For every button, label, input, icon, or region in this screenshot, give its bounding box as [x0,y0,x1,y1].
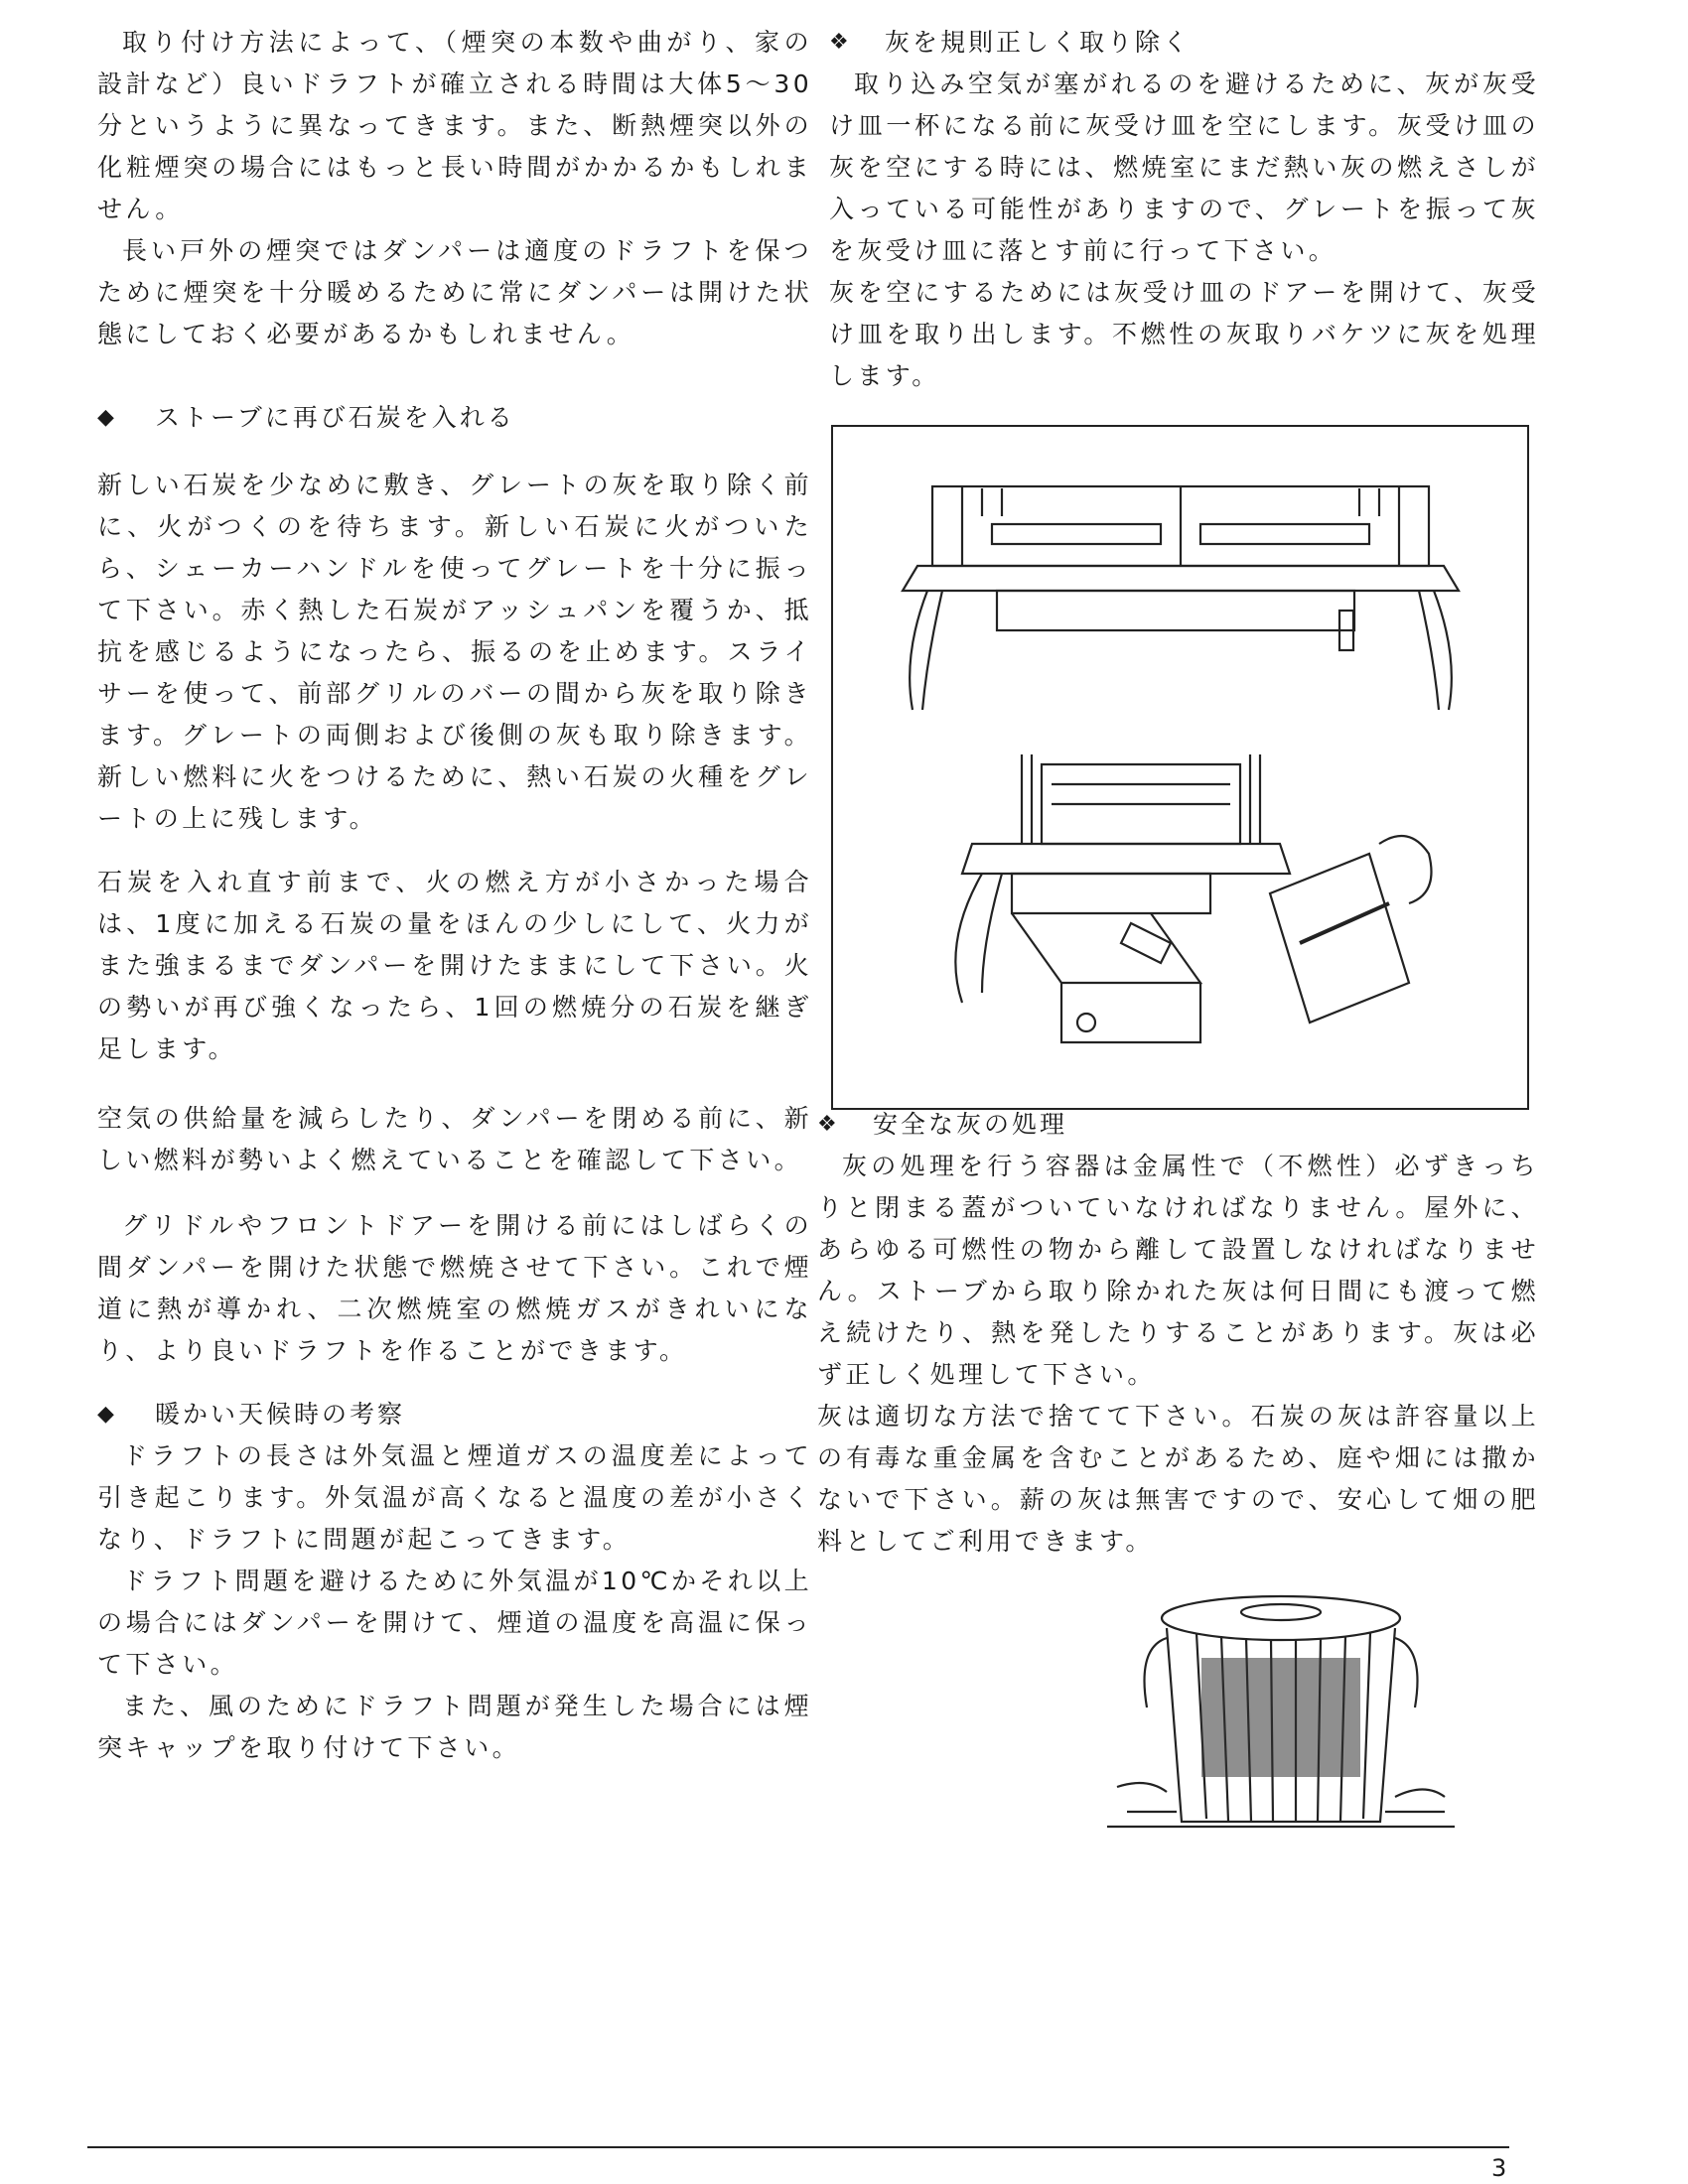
diamond-bullet-icon: ◆ [97,405,117,430]
page-number: 3 [1491,2154,1507,2182]
paragraph-draft-time: 取り付け方法によって、（煙突の本数や曲がり、家の設計など）良いドラフトが確立される時間は大体5～30分というように異なってきます。また、断熱煙突以外の化粧煙突の場合にはもっと長い時間がかかるかもしれません。 [97,28,812,223]
paragraph-griddle-door: グリドルやフロントドアーを開ける前にはしばらくの間ダンパーを開けた状態で燃焼させて下さい。これで煙道に熱が導かれ、二次燃焼室の燃焼ガスがきれいになり、より良いドラフトを作ることができます。 [97,1211,812,1365]
paragraph-dispose-ash: 灰は適切な方法で捨てて下さい。石炭の灰は許容量以上の有毒な重金属を含むことがあるため、庭や畑には撒かないで下さい。薪の灰は無害ですので、安心して畑の肥料としてご利用できます。 [817,1402,1539,1556]
footer-rule [87,2146,1509,2148]
paragraph-damper-open: ドラフト問題を避けるために外気温が10℃かそれ以上の場合にはダンパーを開けて、煙道の温度を高温に保って下さい。 [97,1567,812,1679]
paragraph-air-supply: 空気の供給量を減らしたり、ダンパーを閉める前に、新しい燃料が勢いよく燃えていることを確認して下さい。 [97,1104,812,1174]
ash-can-icon [1107,1588,1455,1846]
heading-reload-coal [97,397,812,439]
stove-ash-pan-illustration [831,425,1529,1110]
metal-ash-can-illustration [1107,1588,1455,1850]
heading-text: 暖かい天候時の考察 [155,1400,406,1429]
paragraph-reload-small-fire: 石炭を入れ直す前まで、火の燃え方が小さかった場合は、1度に加える石炭の量をほんの少しにして、火力がまた強まるまでダンパーを開けたままにして下さい。火の勢いが再び強くなったら、1回の燃焼分の石炭を継ぎ足します。 [97,868,812,1063]
heading-warm-weather [97,1394,812,1435]
paragraph-long-chimney: 長い戸外の煙突ではダンパーは適度のドラフトを保つために煙突を十分暖めるために常にダンパーは開けた状態にしておく必要があるかもしれません。 [97,236,812,348]
heading-safe-ash-disposal [817,1104,1539,1146]
diamond-ornament-icon: ❖ [817,1112,840,1137]
right-column [829,22,1539,397]
diamond-ornament-icon: ❖ [829,30,852,55]
heading-text: ストーブに再び石炭を入れる [155,403,515,432]
paragraph-new-coal: 新しい石炭を少なめに敷き、グレートの灰を取り除く前に、火がつくのを待ちます。新しい石炭に火がついたら、シェーカーハンドルを使ってグレートを十分に振って下さい。赤く熱した石炭がアッシュパンを覆うか、抵抗を感じるようになったら、振るのを止めます。スライサーを使って、前部グリルのバーの間から灰を取り除きます。グレートの両側および後側の灰も取り除きます。新しい燃料に火をつけるために、熱い石炭の火種をグレートの上に残します。 [97,471,812,833]
paragraph-ash-door: 灰を空にするためには灰受け皿のドアーを開けて、灰受け皿を取り出します。不燃性の灰取りバケツに灰を処理します。 [829,278,1539,390]
left-column [97,22,812,1769]
paragraph-draft-temperature: ドラフトの長さは外気温と煙道ガスの温度差によって引き起こります。外気温が高くなると温度の差が小さくなり、ドラフトに問題が起こってきます。 [97,1441,812,1554]
heading-text: 安全な灰の処理 [873,1110,1068,1139]
paragraph-empty-ash-pan: 取り込み空気が塞がれるのを避けるために、灰が灰受け皿一杯になる前に灰受け皿を空にします。灰受け皿の灰を空にする時には、燃焼室にまだ熱い灰の燃えさしが入っている可能性がありますので、グレートを振って灰を灰受け皿に落とす前に行って下さい。 [829,69,1539,265]
paragraph-ash-container: 灰の処理を行う容器は金属性で（不燃性）必ずきっちりと閉まる蓋がついていなければなりません。屋外に、あらゆる可燃性の物から離して設置しなければなりません。ストーブから取り除かれた灰は何日間にも渡って燃え続けたり、熱を発したりすることがあります。灰は必ず正しく処理して下さい。 [817,1152,1539,1389]
right-column-lower [817,1104,1539,1563]
paragraph-chimney-cap: また、風のためにドラフト問題が発生した場合には煙突キャップを取り付けて下さい。 [97,1692,812,1762]
heading-remove-ash [829,22,1539,64]
stove-drawing-icon [833,427,1527,1108]
diamond-bullet-icon: ◆ [97,1402,117,1427]
heading-text: 灰を規則正しく取り除く [885,28,1192,57]
